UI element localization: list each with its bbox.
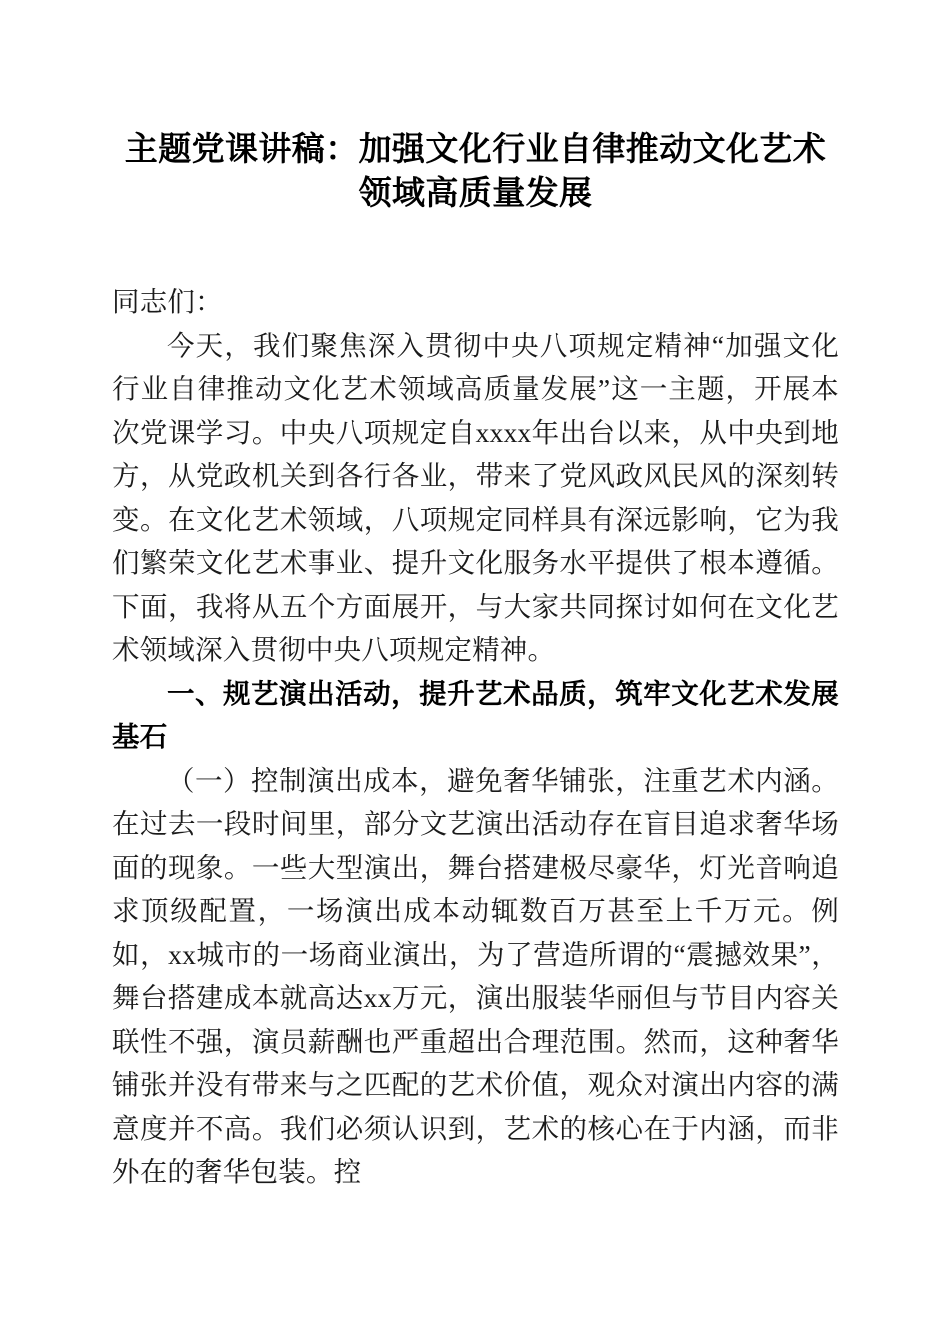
page-title: 主题党课讲稿：加强文化行业自律推动文化艺术领域高质量发展	[124, 132, 827, 212]
paragraph-intro: 今天，我们聚焦深入贯彻中央八项规定精神“加强文化行业自律推动文化艺术领域高质量发展”这一主题，开展本次党课学习。中央八项规定自xxxx年出台以来，从中央到地方，从党政机关到各行各业，带来了党风政风民风的深刻转变。在文化艺术领域，八项规定同样具有深远影响，它为我们繁荣文化艺术事业、提升文化服务水平提供了根本遵循。下面，我将从五个方面展开，与大家共同探讨如何在文化艺术领域深入贯彻中央八项规定精神。	[112, 329, 839, 665]
title-body-spacer	[112, 216, 839, 280]
paragraph-section-1-item-1: （一）控制演出成本，避免奢华铺张，注重艺术内涵。在过去一段时间里，部分文艺演出活动存在盲目追求奢华场面的现象。一些大型演出，舞台搭建极尽豪华，灯光音响追求顶级配置，一场演出成本动辄数百万甚至上千万元。例如，xx城市的一场商业演出，为了营造所谓的“震撼效果”，舞台搭建成本就高达xx万元，演出服装华丽但与节目内容关联性不强，演员薪酬也严重超出合理范围。然而，这种奢华铺张并没有带来与之匹配的艺术价值，观众对演出内容的满意度并不高。我们必须认识到，艺术的核心在于内涵，而非外在的奢华包装。控	[112, 764, 839, 1187]
salutation: 同志们：	[112, 286, 223, 317]
section-heading-1: 一、规艺演出活动，提升艺术品质，筑牢文化艺术发展基石	[112, 677, 839, 752]
document-body	[112, 0, 839, 1194]
